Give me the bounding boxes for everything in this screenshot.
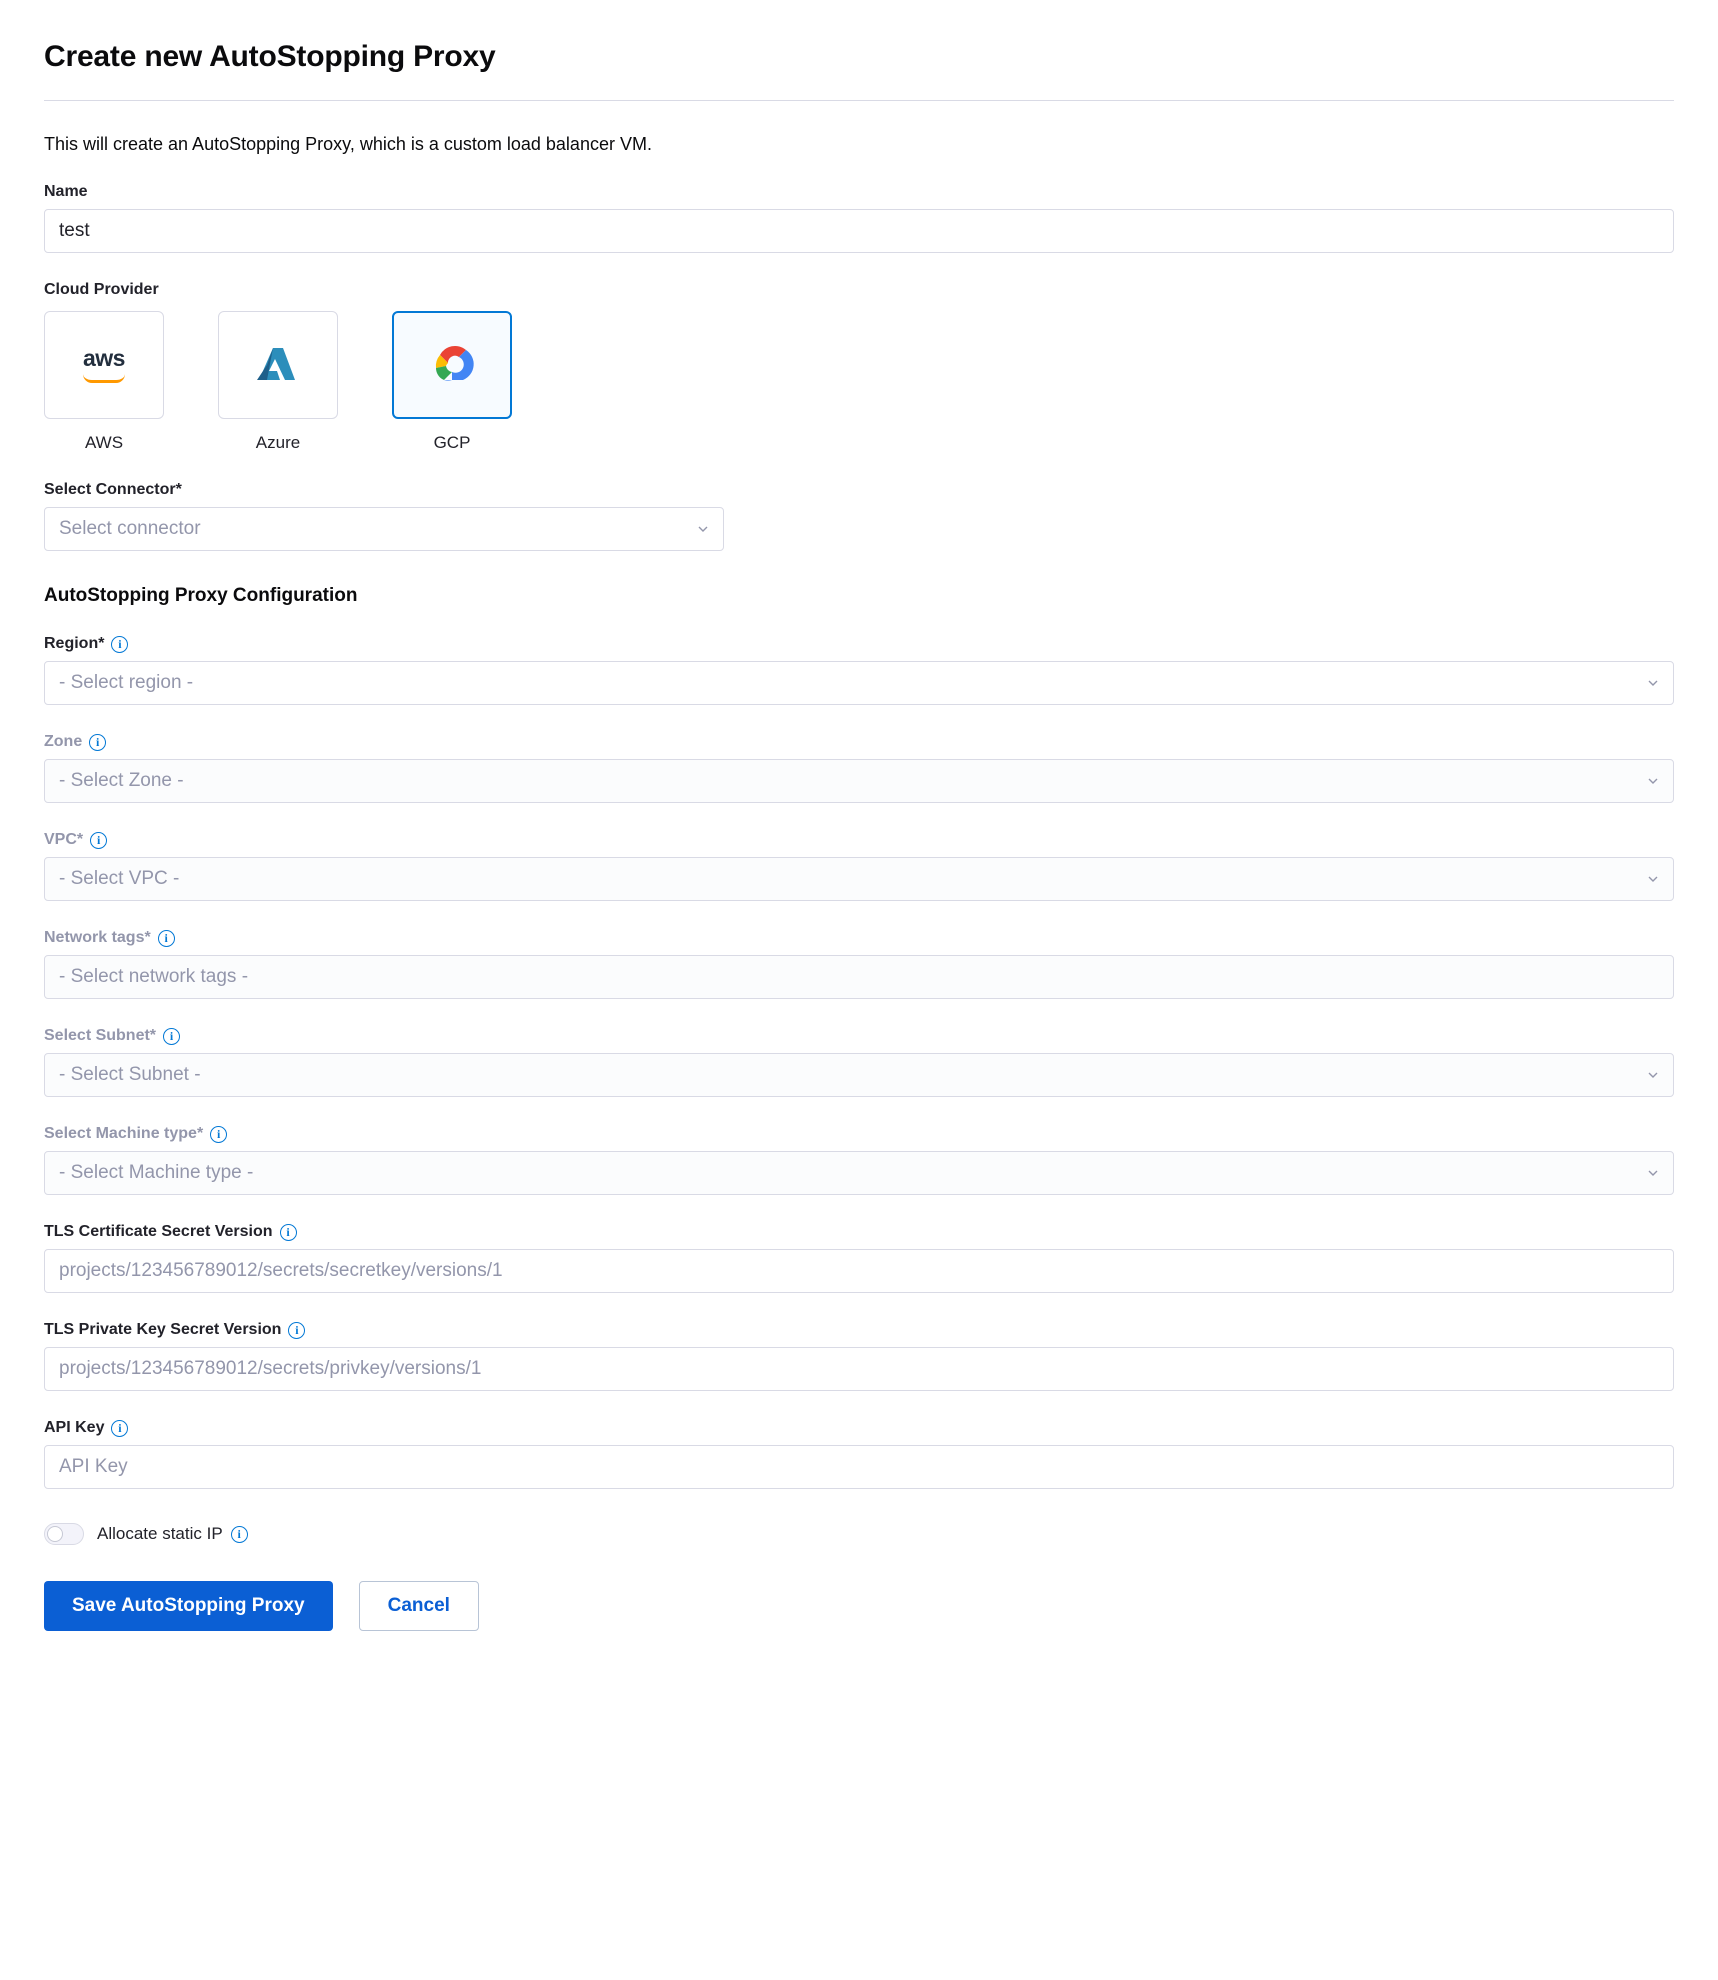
provider-card-gcp — [392, 311, 512, 419]
provider-option-aws[interactable] — [44, 311, 164, 453]
subnet-label — [44, 1027, 1674, 1045]
config-section-heading: AutoStopping Proxy Configuration — [44, 585, 358, 606]
vpc-group — [44, 831, 1674, 901]
page-description: This will create an AutoStopping Proxy, which is a custom load balancer VM. — [44, 134, 652, 154]
zone-label — [44, 733, 1674, 751]
info-icon[interactable]: i — [111, 636, 128, 653]
name-field-group — [44, 183, 1674, 253]
info-icon[interactable]: i — [111, 1420, 128, 1437]
vpc-selected-value: - Select VPC - — [59, 868, 180, 889]
chevron-down-icon — [1645, 675, 1661, 691]
cancel-button[interactable]: Cancel — [359, 1581, 479, 1631]
cloud-provider-group — [44, 281, 1674, 453]
machine-type-label — [44, 1125, 1674, 1143]
provider-label-gcp: GCP — [433, 433, 471, 452]
form-actions — [44, 1581, 1674, 1677]
network-tags-label — [44, 929, 1674, 947]
provider-card-aws — [44, 311, 164, 419]
tls-certificate-input[interactable] — [44, 1249, 1674, 1293]
name-label: Name — [44, 183, 88, 200]
chevron-down-icon — [1645, 1067, 1661, 1083]
save-button[interactable]: Save AutoStopping Proxy — [44, 1581, 333, 1631]
vpc-select[interactable] — [44, 857, 1674, 901]
azure-logo-icon — [255, 345, 301, 385]
region-selected-value: - Select region - — [59, 672, 194, 693]
toggle-knob — [47, 1526, 63, 1542]
api-key-label — [44, 1419, 1674, 1437]
provider-label-aws: AWS — [84, 433, 124, 452]
tls-private-key-label-text: TLS Private Key Secret Version — [44, 1321, 282, 1338]
subnet-select[interactable] — [44, 1053, 1674, 1097]
cloud-provider-label: Cloud Provider — [44, 281, 159, 298]
region-select[interactable] — [44, 661, 1674, 705]
info-icon[interactable]: i — [280, 1224, 297, 1241]
api-key-input[interactable] — [44, 1445, 1674, 1489]
gcp-logo-icon — [426, 344, 478, 386]
network-tags-label-text: Network tags* — [44, 929, 151, 946]
tls-private-key-group — [44, 1321, 1674, 1391]
info-icon[interactable]: i — [231, 1526, 248, 1543]
zone-selected-value: - Select Zone - — [59, 770, 184, 791]
connector-select[interactable] — [44, 507, 724, 551]
network-tags-group — [44, 929, 1674, 999]
zone-label-text: Zone — [44, 733, 83, 750]
name-input[interactable] — [44, 209, 1674, 253]
info-icon[interactable]: i — [163, 1028, 180, 1045]
aws-logo-icon: aws — [83, 347, 125, 383]
tls-certificate-label-text: TLS Certificate Secret Version — [44, 1223, 273, 1240]
provider-label-azure: Azure — [255, 433, 301, 452]
title-divider — [44, 100, 1674, 101]
tls-private-key-input[interactable] — [44, 1347, 1674, 1391]
subnet-label-text: Select Subnet* — [44, 1027, 157, 1044]
region-label-text: Region* — [44, 635, 105, 652]
machine-type-group — [44, 1125, 1674, 1195]
info-icon[interactable]: i — [89, 734, 106, 751]
allocate-static-ip-label — [97, 1524, 248, 1544]
subnet-group — [44, 1027, 1674, 1097]
chevron-down-icon — [1645, 1165, 1661, 1181]
info-icon[interactable]: i — [90, 832, 107, 849]
tls-certificate-label — [44, 1223, 1674, 1241]
chevron-down-icon — [1645, 773, 1661, 789]
subnet-selected-value: - Select Subnet - — [59, 1064, 201, 1085]
info-icon[interactable]: i — [210, 1126, 227, 1143]
cloud-provider-options — [44, 311, 1674, 453]
page-title: Create new AutoStopping Proxy — [44, 40, 496, 73]
connector-label: Select Connector* — [44, 481, 182, 498]
zone-select[interactable] — [44, 759, 1674, 803]
provider-card-azure — [218, 311, 338, 419]
connector-selected-value: Select connector — [59, 518, 201, 539]
api-key-label-text: API Key — [44, 1419, 105, 1436]
chevron-down-icon — [695, 521, 711, 537]
tls-private-key-label — [44, 1321, 1674, 1339]
api-key-group — [44, 1419, 1674, 1489]
connector-group — [44, 481, 1674, 551]
provider-option-azure[interactable] — [218, 311, 338, 453]
zone-group — [44, 733, 1674, 803]
machine-type-label-text: Select Machine type* — [44, 1125, 204, 1142]
allocate-static-ip-label-text: Allocate static IP — [97, 1524, 223, 1543]
region-group — [44, 635, 1674, 705]
chevron-down-icon — [1645, 871, 1661, 887]
allocate-static-ip-row — [44, 1523, 1674, 1545]
tls-certificate-group — [44, 1223, 1674, 1293]
vpc-label — [44, 831, 1674, 849]
provider-option-gcp[interactable] — [392, 311, 512, 453]
machine-type-select[interactable] — [44, 1151, 1674, 1195]
allocate-static-ip-toggle[interactable] — [44, 1523, 84, 1545]
network-tags-input[interactable] — [44, 955, 1674, 999]
vpc-label-text: VPC* — [44, 831, 84, 848]
info-icon[interactable]: i — [158, 930, 175, 947]
machine-type-selected-value: - Select Machine type - — [59, 1162, 254, 1183]
info-icon[interactable]: i — [288, 1322, 305, 1339]
region-label — [44, 635, 1674, 653]
